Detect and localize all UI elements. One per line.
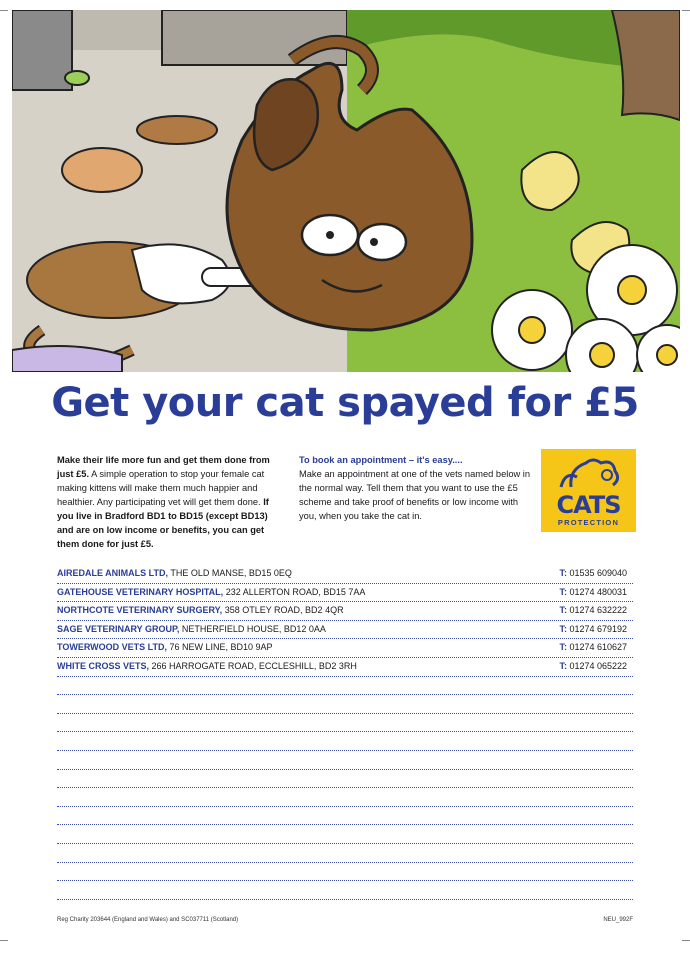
vet-address: NETHERFIELD HOUSE, BD12 0AA bbox=[179, 623, 326, 634]
vet-list bbox=[57, 565, 633, 900]
blank-line bbox=[57, 714, 633, 733]
table-row bbox=[57, 639, 633, 658]
logo-cats-text: CATS bbox=[556, 491, 621, 519]
vet-name: NORTHCOTE VETERINARY SURGERY, bbox=[57, 605, 223, 616]
vet-address: 232 ALLERTON ROAD, BD15 7AA bbox=[223, 586, 366, 597]
intro-bold-lead: Make their life more fun and get them done from just £5. bbox=[57, 455, 270, 479]
blank-line bbox=[57, 807, 633, 826]
phone-number: 01274 065222 bbox=[566, 660, 627, 671]
booking-body: Make an appointment at one of the vets named below in the normal way. Tell them that you want to use the £5 scheme and take proof of benefits or low income with you, when you take the cat in. bbox=[299, 469, 531, 521]
phone-label: T: bbox=[559, 623, 567, 634]
intro-paragraph bbox=[57, 453, 285, 551]
page-headline: Get your cat spayed for £5 bbox=[51, 380, 639, 426]
phone-number: 01274 679192 bbox=[566, 623, 627, 634]
blank-line bbox=[57, 677, 633, 696]
intro-body: A simple operation to stop your female cat making kittens will make them much happier and healthier. Any participating vet will get them done. bbox=[57, 469, 265, 507]
vet-address: 76 NEW LINE, BD10 9AP bbox=[167, 642, 273, 653]
vet-phone bbox=[559, 621, 627, 638]
phone-number: 01274 480031 bbox=[566, 586, 627, 597]
booking-paragraph bbox=[299, 453, 534, 523]
vet-address: 266 HARROGATE ROAD, ECCLESHILL, BD2 3RH bbox=[149, 660, 357, 671]
document-reference: NEU_992F bbox=[603, 917, 633, 923]
blank-line bbox=[57, 788, 633, 807]
blank-line bbox=[57, 770, 633, 789]
vet-phone bbox=[559, 565, 627, 582]
phone-number: 01535 609040 bbox=[566, 568, 627, 578]
logo-protection-text: PROTECTION bbox=[557, 518, 620, 527]
hero-illustration bbox=[12, 10, 680, 372]
blank-line bbox=[57, 751, 633, 770]
crop-mark bbox=[0, 10, 8, 11]
vet-name: TOWERWOOD VETS LTD, bbox=[57, 642, 167, 653]
table-row bbox=[57, 584, 633, 603]
vet-phone bbox=[559, 639, 627, 656]
blank-line bbox=[57, 732, 633, 751]
crop-mark bbox=[682, 10, 690, 11]
phone-label: T: bbox=[559, 660, 567, 671]
blank-line bbox=[57, 695, 633, 714]
vet-phone bbox=[559, 658, 627, 675]
vet-name: AIREDALE ANIMALS LTD, bbox=[57, 568, 168, 578]
table-row bbox=[57, 565, 633, 584]
phone-label: T: bbox=[559, 586, 567, 597]
phone-label: T: bbox=[559, 642, 567, 653]
booking-title: To book an appointment – it's easy.... bbox=[299, 455, 463, 465]
blank-line bbox=[57, 881, 633, 900]
crop-mark bbox=[682, 940, 690, 941]
intro-bold-eligibility: If you live in Bradford BD1 to BD15 (except BD13) and are on low income or benefits, you can get them done for just £5. bbox=[57, 497, 269, 549]
vet-phone bbox=[559, 584, 627, 601]
blank-line bbox=[57, 844, 633, 863]
charity-registration: Reg Charity 203644 (England and Wales) and SC037711 (Scotland) bbox=[57, 917, 239, 923]
vet-name: WHITE CROSS VETS, bbox=[57, 660, 150, 671]
crop-mark bbox=[0, 940, 8, 941]
phone-label: T: bbox=[559, 605, 567, 616]
vet-name: GATEHOUSE VETERINARY HOSPITAL, bbox=[57, 586, 224, 597]
cats-protection-logo bbox=[541, 449, 636, 532]
phone-number: 01274 610627 bbox=[566, 642, 627, 653]
phone-label: T: bbox=[559, 568, 567, 578]
vet-name: SAGE VETERINARY GROUP, bbox=[57, 623, 180, 634]
phone-number: 01274 632222 bbox=[566, 605, 627, 616]
vet-phone bbox=[559, 602, 627, 619]
blank-line bbox=[57, 825, 633, 844]
table-row bbox=[57, 602, 633, 621]
table-row bbox=[57, 658, 633, 677]
blank-line bbox=[57, 863, 633, 882]
vet-address: 358 OTLEY ROAD, BD2 4QR bbox=[222, 605, 344, 616]
table-row bbox=[57, 621, 633, 640]
vet-address: THE OLD MANSE, BD15 0EQ bbox=[168, 568, 292, 578]
